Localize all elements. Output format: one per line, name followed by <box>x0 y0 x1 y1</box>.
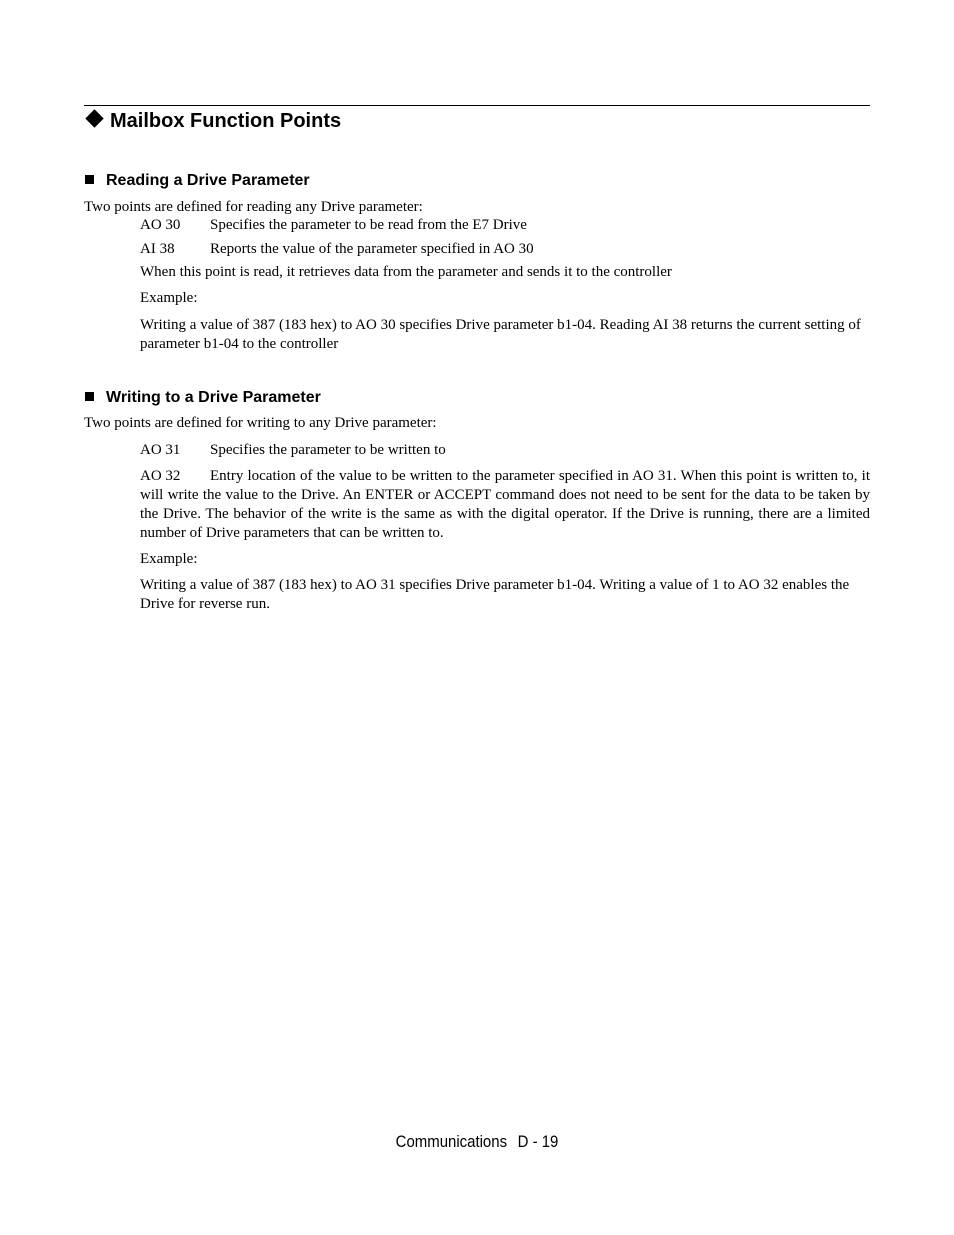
writing-intro: Two points are defined for writing to any Drive parameter: <box>84 415 437 431</box>
point-desc: Specifies the parameter to be read from the E7 Drive <box>210 217 527 233</box>
header-rule <box>84 105 870 106</box>
reading-note: When this point is read, it retrieves data from the parameter and sends it to the controller <box>140 264 672 280</box>
reading-heading-text: Reading a Drive Parameter <box>106 172 310 189</box>
writing-point-ao32 <box>140 467 870 543</box>
point-desc: Reports the value of the parameter specified in AO 30 <box>210 241 534 257</box>
diamond-bullet-icon <box>85 109 103 127</box>
square-bullet-icon <box>85 175 94 184</box>
point-desc: Entry location of the value to be written to the parameter specified in AO 31. When this point is written to, it will write the value to the Drive. An ENTER or ACCEPT command does not need to be sent for the data to be taken by the Drive. The behavior of the write is the same as with the digital operator. If the Drive is running, there are a limited number of Drive parameters that can be written to. <box>140 468 870 541</box>
point-desc: Specifies the parameter to be written to <box>210 442 446 458</box>
writing-example-text: Writing a value of 387 (183 hex) to AO 31 specifies Drive parameter b1-04. Writing a value of 1 to AO 32 enables the Drive for reverse run. <box>140 577 850 612</box>
reading-heading <box>84 171 310 191</box>
reading-intro: Two points are defined for reading any Drive parameter: <box>84 199 423 215</box>
point-term: AO 31 <box>140 442 181 458</box>
reading-example-text: Writing a value of 387 (183 hex) to AO 30 specifies Drive parameter b1-04. Reading AI 38 returns the current setting of parameter b1-04 to the controller <box>140 317 861 352</box>
point-term: AO 32 <box>140 468 181 484</box>
writing-heading <box>84 388 321 408</box>
writing-heading-text: Writing to a Drive Parameter <box>106 389 321 406</box>
reading-point-ao30 <box>140 216 870 235</box>
reading-point-ai38 <box>140 240 870 259</box>
footer-section: Communications <box>395 1132 508 1151</box>
writing-example-label: Example: <box>140 551 198 567</box>
section-title-text: Mailbox Function Points <box>110 110 342 132</box>
section-title <box>84 108 341 134</box>
square-bullet-icon <box>85 392 94 401</box>
point-term: AO 30 <box>140 217 181 233</box>
writing-point-ao31 <box>140 441 870 460</box>
point-term: AI 38 <box>140 241 175 257</box>
reading-example-label: Example: <box>140 290 198 306</box>
page-footer <box>57 1131 897 1153</box>
footer-page-number: D - 19 <box>517 1132 559 1151</box>
